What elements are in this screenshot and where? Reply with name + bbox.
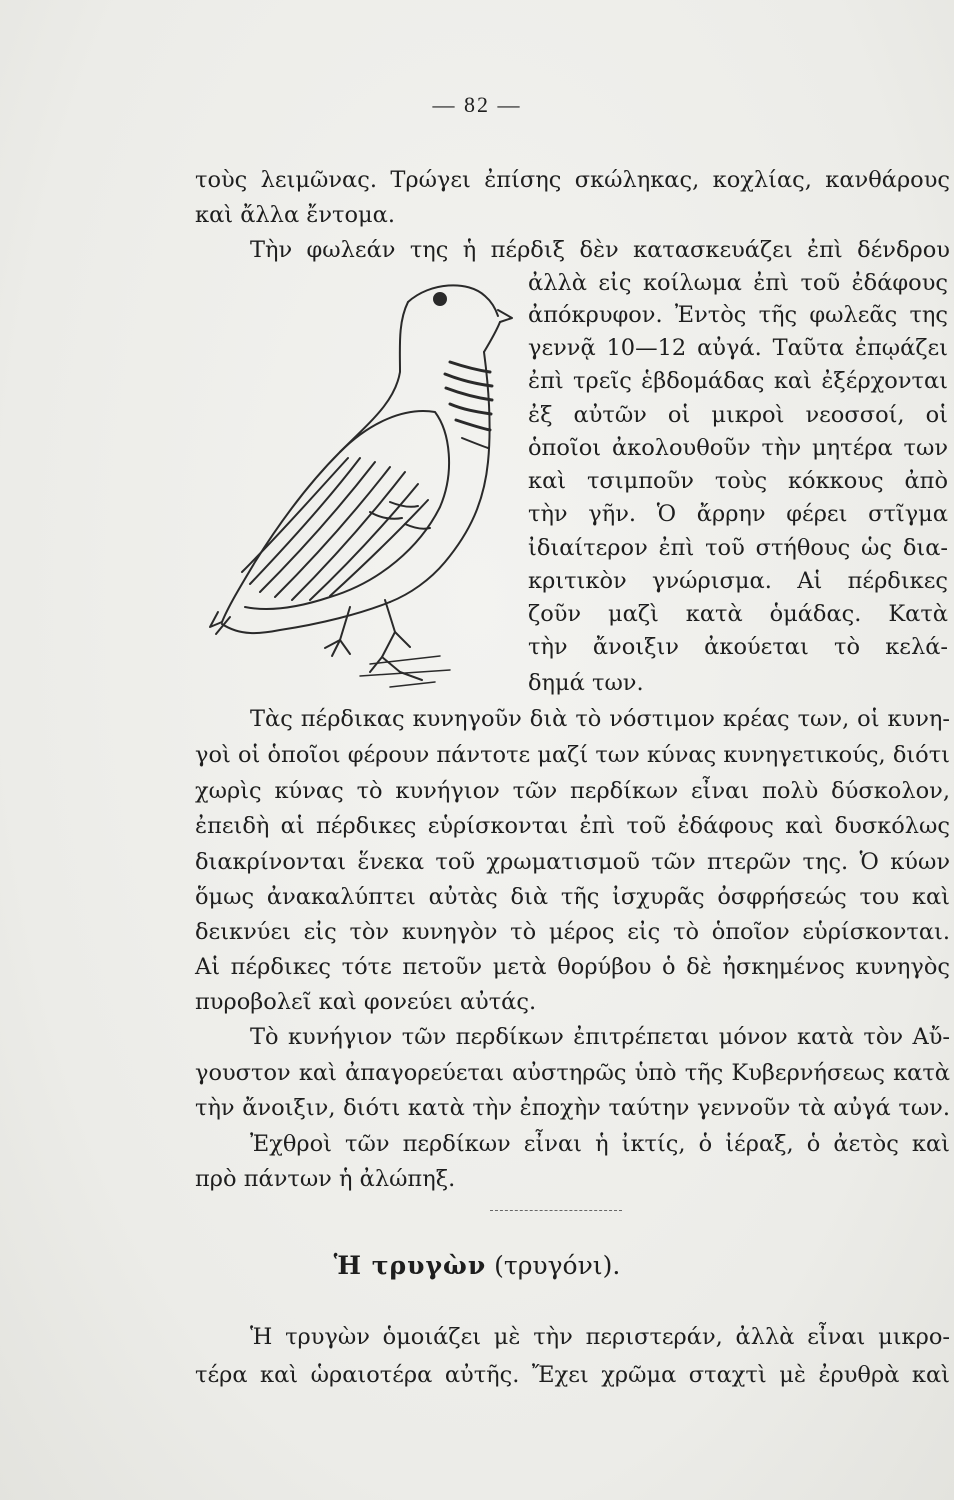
text-line: ἐπειδὴ αἱ πέρδικες εὑρίσκονται ἐπὶ τοῦ ἐδάφους καὶ δυσκόλως	[195, 813, 950, 839]
text-line: τοὺς λειμῶνας. Τρώγει ἐπίσης σκώληκας, κοχλίας, κανθάρους	[195, 167, 950, 193]
text-line: ἀλλὰ εἰς κοίλωμα ἐπὶ τοῦ ἐδάφους	[528, 270, 948, 296]
text-line: ζοῦν μαζὶ κατὰ ὁμάδας. Κατὰ	[528, 601, 948, 627]
text-line: ὁποῖοι ἀκολουθοῦν τὴν μητέρα των	[528, 435, 948, 461]
partridge-illustration-icon	[200, 262, 530, 702]
text-line: ἀπόκρυφον. Ἐντὸς τῆς φωλεᾶς της	[528, 302, 948, 328]
text-line: καὶ τσιμποῦν τοὺς κόκκους ἀπὸ	[528, 468, 948, 494]
text-line: χωρὶς κύνας τὸ κυνήγιον τῶν περδίκων εἶναι πολὺ δύσκολον,	[195, 778, 950, 804]
text-line: πυροβολεῖ καὶ φονεύει αὐτάς.	[195, 989, 537, 1015]
text-line: καὶ ἄλλα ἔντομα.	[195, 202, 396, 228]
text-line: γοὶ οἱ ὁποῖοι φέρουν πάντοτε μαζί των κύνας κυνηγετικούς, διότι	[195, 742, 950, 768]
text-line: ἐπὶ τρεῖς ἑβδομάδας καὶ ἐξέρχονται	[528, 368, 948, 394]
text-line: γουστον καὶ ἀπαγορεύεται αὐστηρῶς ὑπὸ τῆς Κυβερνήσεως κατὰ	[195, 1060, 950, 1086]
heading-subtitle: (τρυγόνι).	[494, 1251, 621, 1280]
section-divider	[490, 1210, 622, 1211]
text-line: τὴν ἄνοιξιν ἀκούεται τὸ κελά-	[528, 634, 948, 660]
text-line: δημά των.	[528, 670, 644, 696]
text-line: πρὸ πάντων ἡ ἀλώπηξ.	[195, 1166, 456, 1192]
text-line: ὅμως ἀνακαλύπτει αὐτὰς διὰ τῆς ἰσχυρᾶς ὀσφρήσεώς του καὶ	[195, 884, 950, 910]
page-number: — 82 —	[432, 92, 522, 117]
text-line: Ἡ τρυγὼν ὁμοιάζει μὲ τὴν περιστεράν, ἀλλὰ εἶναι μικρο-	[250, 1324, 950, 1350]
text-line: δεικνύει εἰς τὸν κυνηγὸν τὸ μέρος εἰς τὸ ὁποῖον εὑρίσκονται.	[195, 919, 950, 945]
text-line: διακρίνονται ἕνεκα τοῦ χρωματισμοῦ τῶν πτερῶν της. Ὁ κύων	[195, 849, 950, 875]
text-line: Ἐχθροὶ τῶν περδίκων εἶναι ἡ ἰκτίς, ὁ ἱέραξ, ὁ ἀετὸς καὶ	[250, 1131, 950, 1157]
text-line: Τὸ κυνήγιον τῶν περδίκων ἐπιτρέπεται μόνον κατὰ τὸν Αὔ-	[250, 1024, 950, 1050]
text-line: ἐξ αὐτῶν οἱ μικροὶ νεοσσοί, οἱ	[528, 402, 948, 428]
heading-title: Ἡ τρυγὼν	[333, 1251, 487, 1280]
text-line: Τὴν φωλεάν της ἡ πέρδιξ δὲν κατασκευάζει ἐπὶ δένδρου	[250, 237, 950, 263]
text-line: κριτικὸν γνώρισμα. Αἱ πέρδικες	[528, 568, 948, 594]
text-line: Αἱ πέρδικες τότε πετοῦν μετὰ θορύβου ὁ δὲ ἠσκημένος κυνηγὸς	[195, 954, 950, 980]
text-line: τὴν ἄνοιξιν, διότι κατὰ τὴν ἐποχὴν ταύτην γεννοῦν τὰ αὐγά των.	[195, 1095, 950, 1121]
text-line: Τὰς πέρδικας κυνηγοῦν διὰ τὸ νόστιμον κρέας των, οἱ κυνη-	[250, 706, 950, 732]
text-line: ἰδιαίτερον ἐπὶ τοῦ στήθους ὡς δια-	[528, 535, 948, 561]
text-line: γεννᾷ 10—12 αὐγά. Ταῦτα ἐπῳάζει	[528, 335, 948, 361]
text-line: τέρα καὶ ὡραιοτέρα αὐτῆς. Ἔχει χρῶμα σταχτὶ μὲ ἐρυθρὰ καὶ	[195, 1362, 950, 1388]
section-heading	[0, 1251, 954, 1280]
text-line: τὴν γῆν. Ὁ ἄρρην φέρει στῖγμα	[528, 501, 948, 527]
